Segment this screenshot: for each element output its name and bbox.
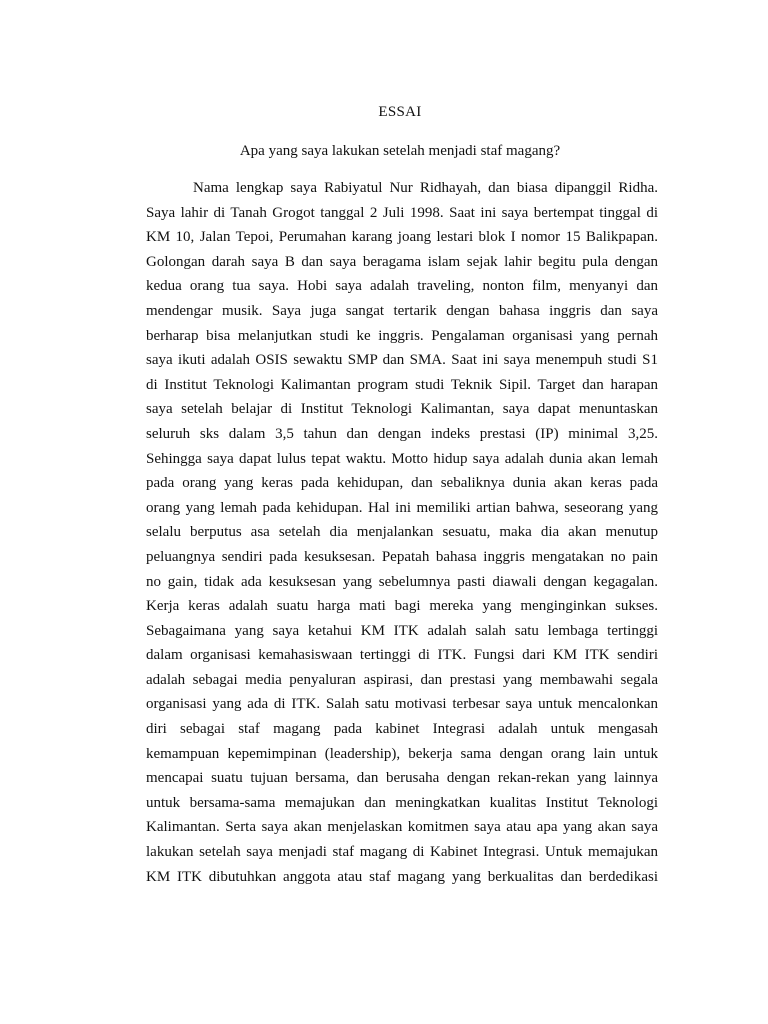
body-line: KM ITK dibutuhkan anggota atau staf magang yang berkualitas dan berdedikasi xyxy=(146,868,658,885)
body-line: Saya lahir di Tanah Grogot tanggal 2 Juli 1998. Saat ini saya bertempat tinggal di xyxy=(146,204,658,221)
body-line: Sehingga saya dapat lulus tepat waktu. Motto hidup saya adalah dunia akan lemah xyxy=(146,450,658,467)
body-line: adalah sebagai media penyaluran aspirasi, dan prestasi yang membawahi segala xyxy=(146,671,658,688)
essay-body xyxy=(146,176,658,889)
body-line: orang yang lemah pada kehidupan. Hal ini memiliki artian bahwa, seseorang yang xyxy=(146,499,658,516)
body-line: Kerja keras adalah suatu harga mati bagi mereka yang menginginkan sukses. xyxy=(146,598,658,615)
body-line: organisasi yang ada di ITK. Salah satu motivasi terbesar saya untuk mencalonkan xyxy=(146,696,658,713)
body-line: saya setelah belajar di Institut Teknologi Kalimantan, saya dapat menuntaskan xyxy=(146,401,658,418)
body-line: saya ikuti adalah OSIS sewaktu SMP dan SMA. Saat ini saya menempuh studi S1 xyxy=(146,352,658,369)
body-line: Kalimantan. Serta saya akan menjelaskan komitmen saya atau apa yang akan saya xyxy=(146,819,658,836)
body-line: peluangnya sendiri pada kesuksesan. Pepatah bahasa inggris mengatakan no pain xyxy=(146,548,658,565)
body-line: diri sebagai staf magang pada kabinet Integrasi adalah untuk mengasah xyxy=(146,721,658,738)
body-line: di Institut Teknologi Kalimantan program studi Teknik Sipil. Target dan harapan xyxy=(146,376,658,393)
body-line: kemampuan kepemimpinan (leadership), bekerja sama dengan orang lain untuk xyxy=(146,745,658,762)
body-line: lakukan setelah saya menjadi staf magang di Kabinet Integrasi. Untuk memajukan xyxy=(146,844,658,861)
body-line: mencapai suatu tujuan bersama, dan berusaha dengan rekan-rekan yang lainnya xyxy=(146,770,658,787)
body-line: seluruh sks dalam 3,5 tahun dan dengan indeks prestasi (IP) minimal 3,25. xyxy=(146,425,658,442)
essay-subtitle: Apa yang saya lakukan setelah menjadi staf magang? xyxy=(239,143,561,159)
body-line: no gain, tidak ada kesuksesan yang sebelumnya pasti diawali dengan kegagalan. xyxy=(146,573,658,590)
body-line: Sebagaimana yang saya ketahui KM ITK adalah salah satu lembaga tertinggi xyxy=(146,622,658,639)
body-line: mendengar musik. Saya juga sangat tertarik dengan bahasa inggris dan saya xyxy=(146,302,658,319)
body-line: kedua orang tua saya. Hobi saya adalah traveling, nonton film, menyanyi dan xyxy=(146,278,658,295)
body-line: Nama lengkap saya Rabiyatul Nur Ridhayah, dan biasa dipanggil Ridha. xyxy=(193,180,658,196)
body-line: selalu berputus asa setelah dia menjalankan sesuatu, maka dia akan menutup xyxy=(146,524,658,541)
body-line: KM 10, Jalan Tepoi, Perumahan karang joang lestari blok I nomor 15 Balikpapan. xyxy=(146,229,658,246)
body-line: pada orang yang keras pada kehidupan, dan sebaliknya dunia akan keras pada xyxy=(146,475,658,492)
body-line: berharap bisa melanjutkan studi ke inggris. Pengalaman organisasi yang pernah xyxy=(146,327,658,344)
essay-title: ESSAI xyxy=(378,104,422,120)
body-line: dalam organisasi kemahasiswaan tertinggi di ITK. Fungsi dari KM ITK sendiri xyxy=(146,647,658,664)
body-line: Golongan darah saya B dan saya beragama islam sejak lahir begitu pula dengan xyxy=(146,253,658,270)
body-line: untuk bersama-sama memajukan dan meningkatkan kualitas Institut Teknologi xyxy=(146,794,658,811)
